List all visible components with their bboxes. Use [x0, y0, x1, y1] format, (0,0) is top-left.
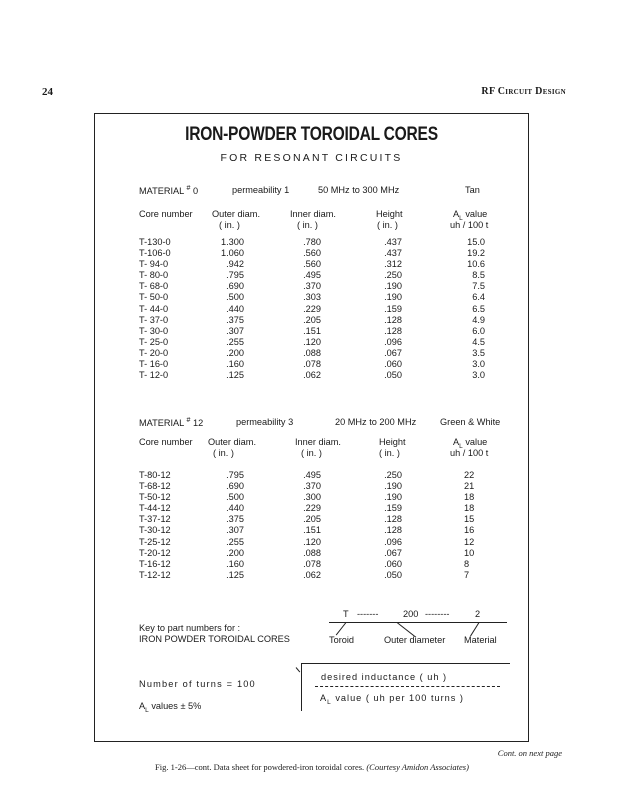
t1-header-core: Core number — [139, 209, 193, 219]
table-cell: .160 — [226, 359, 244, 370]
table-cell: .250 — [384, 270, 402, 281]
material-12-color: Green & White — [440, 417, 501, 427]
table-cell: .159 — [384, 303, 402, 314]
table-cell: 6.5 — [472, 303, 485, 314]
t1-unit-inner: ( in. ) — [297, 220, 318, 230]
key-underline — [329, 622, 507, 623]
table-cell: 6.4 — [472, 292, 485, 303]
data-sheet-frame — [94, 113, 529, 742]
t2-col-height — [375, 470, 402, 581]
table-cell: .795 — [226, 270, 244, 281]
table-cell: 1.300 — [221, 237, 244, 247]
table-cell: .255 — [226, 336, 244, 347]
t2-unit-height: ( in. ) — [379, 448, 400, 458]
table-cell: T- 44-0 — [139, 303, 169, 314]
table-cell: T- 68-0 — [139, 281, 169, 292]
key-code-2: 2 — [475, 609, 481, 619]
table-cell: .067 — [384, 547, 402, 558]
table-cell: T-25-12 — [139, 536, 171, 547]
table-cell: .200 — [226, 547, 244, 558]
table-cell: .495 — [303, 270, 321, 281]
table-cell: 15.0 — [467, 237, 485, 247]
table-cell: T-80-12 — [139, 470, 171, 480]
t2-header-al: $A_L$ value — [453, 437, 488, 450]
material-12-permeability: permeability 3 — [236, 417, 294, 427]
table-cell: T-44-12 — [139, 503, 171, 514]
table-cell: .375 — [226, 314, 244, 325]
t2-header-core: Core number — [139, 437, 193, 447]
formula-numerator: desired inductance ( uh ) — [321, 672, 448, 682]
material-0-color: Tan — [465, 185, 480, 195]
table-cell: .125 — [226, 569, 244, 580]
table-cell: .190 — [384, 281, 402, 292]
table-cell: .160 — [226, 558, 244, 569]
fraction-bar — [315, 686, 500, 687]
table-cell: .078 — [303, 359, 321, 370]
material-0-permeability: permeability 1 — [232, 185, 290, 195]
material-12-frequency: 20 MHz to 200 MHz — [335, 417, 417, 427]
material-0-label: MATERIAL # 0 — [139, 185, 199, 197]
table-cell: .125 — [226, 370, 244, 381]
table-cell: .440 — [226, 503, 244, 514]
sheet-title: IRON-POWDER TOROIDAL CORES — [185, 124, 438, 145]
table-cell: .500 — [226, 492, 244, 503]
table-cell: .128 — [384, 314, 402, 325]
table-cell: .229 — [303, 303, 321, 314]
continued-note: Cont. on next page — [497, 748, 562, 758]
t1-header-height: Height — [376, 209, 403, 219]
page-number: 24 — [42, 86, 53, 98]
table-cell: T-30-12 — [139, 525, 171, 536]
table-cell: .795 — [226, 470, 244, 480]
table-cell: .690 — [226, 281, 244, 292]
t1-col-outer — [213, 237, 244, 381]
key-label-material: Material — [464, 635, 497, 645]
table-cell: .229 — [303, 503, 321, 514]
t2-unit-inner: ( in. ) — [301, 448, 322, 458]
table-cell: T-50-12 — [139, 492, 171, 503]
t2-col-core — [139, 470, 171, 581]
table-cell: .128 — [384, 525, 402, 536]
table-cell: T-130-0 — [139, 237, 171, 247]
radical-bar — [301, 663, 302, 711]
table-cell: .205 — [303, 314, 321, 325]
table-cell: T- 80-0 — [139, 270, 169, 281]
table-cell: 18 — [464, 503, 475, 514]
table-cell: .440 — [226, 303, 244, 314]
table-cell: .190 — [384, 492, 402, 503]
t2-unit-al: uh / 100 t — [450, 448, 489, 458]
table-cell: .303 — [303, 292, 321, 303]
key-code-dash-1: ------- — [357, 609, 379, 619]
table-cell: T-16-12 — [139, 558, 171, 569]
table-cell: T- 94-0 — [139, 259, 169, 270]
table-cell: .437 — [384, 237, 402, 247]
table-cell: .190 — [384, 292, 402, 303]
table-cell: .942 — [226, 259, 244, 270]
key-label-toroid: Toroid — [329, 635, 355, 645]
table-cell: T-12-12 — [139, 569, 171, 580]
table-cell: T- 37-0 — [139, 314, 169, 325]
t2-col-outer — [213, 470, 244, 581]
table-cell: T- 25-0 — [139, 336, 169, 347]
table-cell: 3.0 — [472, 359, 485, 370]
key-label-outer: Outer diameter — [384, 635, 446, 645]
figure-caption: Fig. 1-26—cont. Data sheet for powdered-iron toroidal cores. (Courtesy Amidon Associates) — [155, 762, 469, 772]
table-cell: 8 — [464, 558, 470, 569]
table-cell: 22 — [464, 470, 475, 480]
table-cell: .200 — [226, 347, 244, 358]
table-cell: 10 — [464, 547, 475, 558]
key-line-2: IRON POWDER TOROIDAL CORES — [139, 634, 290, 644]
table-cell: .560 — [303, 248, 321, 259]
table-cell: .088 — [303, 547, 321, 558]
table-cell: .060 — [384, 558, 402, 569]
material-0-frequency: 50 MHz to 300 MHz — [318, 185, 400, 195]
table-cell: 3.5 — [472, 347, 485, 358]
table-cell: 3.0 — [472, 370, 485, 381]
table-cell: 1.060 — [221, 248, 244, 259]
sheet-subtitle: FOR RESONANT CIRCUITS — [220, 152, 403, 164]
table-cell: .300 — [303, 492, 321, 503]
t2-header-inner: Inner diam. — [295, 437, 341, 447]
t2-col-inner — [292, 470, 321, 581]
table-cell: .307 — [226, 525, 244, 536]
table-cell: T- 30-0 — [139, 325, 169, 336]
table-cell: .078 — [303, 558, 321, 569]
t1-unit-al: uh / 100 t — [450, 220, 489, 230]
table-cell: .205 — [303, 514, 321, 525]
table-cell: T- 12-0 — [139, 370, 169, 381]
table-cell: 6.0 — [472, 325, 485, 336]
al-tolerance-note: $A_L$ values ± 5% — [139, 701, 202, 714]
table-cell: 16 — [464, 525, 475, 536]
t2-col-al — [464, 470, 474, 581]
table-cell: .780 — [303, 237, 321, 247]
t1-col-inner — [292, 237, 321, 381]
formula-denominator: $A_L$ value ( uh per 100 turns ) — [320, 693, 464, 706]
table-cell: .255 — [226, 536, 244, 547]
t1-col-al — [461, 237, 485, 381]
key-pointer-toroid — [336, 622, 347, 635]
table-cell: .062 — [303, 569, 321, 580]
t2-unit-outer: ( in. ) — [213, 448, 234, 458]
table-cell: .120 — [303, 336, 321, 347]
table-cell: 8.5 — [472, 270, 485, 281]
table-cell: .690 — [226, 481, 244, 492]
table-cell: .062 — [303, 370, 321, 381]
table-cell: .312 — [384, 259, 402, 270]
table-cell: .120 — [303, 536, 321, 547]
table-cell: T- 50-0 — [139, 292, 169, 303]
table-cell: .151 — [303, 525, 321, 536]
key-code-200: 200 — [403, 609, 419, 619]
key-code-t: T — [343, 609, 349, 619]
table-cell: T-20-12 — [139, 547, 171, 558]
table-cell: 21 — [464, 481, 475, 492]
t1-unit-height: ( in. ) — [377, 220, 398, 230]
table-cell: T- 20-0 — [139, 347, 169, 358]
t1-unit-outer: ( in. ) — [219, 220, 240, 230]
table-cell: .050 — [384, 569, 402, 580]
table-cell: .375 — [226, 514, 244, 525]
key-line-1: Key to part numbers for : — [139, 623, 241, 633]
radical-top — [301, 663, 510, 664]
table-cell: 18 — [464, 492, 475, 503]
material-12-label: MATERIAL # 12 — [139, 417, 204, 429]
table-cell: .159 — [384, 503, 402, 514]
t1-header-inner: Inner diam. — [290, 209, 336, 219]
table-cell: .437 — [384, 248, 402, 259]
table-cell: T- 16-0 — [139, 359, 169, 370]
table-cell: .088 — [303, 347, 321, 358]
key-code-dash-2: -------- — [425, 609, 450, 619]
table-cell: T-37-12 — [139, 514, 171, 525]
table-cell: 4.5 — [472, 336, 485, 347]
table-cell: .560 — [303, 259, 321, 270]
table-cell: T-68-12 — [139, 481, 171, 492]
radical-tick — [296, 667, 301, 672]
t1-col-height — [375, 237, 402, 381]
running-head: RF Circuit Design — [481, 86, 566, 97]
table-cell: .060 — [384, 359, 402, 370]
formula-lhs: Number of turns = 100 — [139, 679, 256, 689]
table-cell: .128 — [384, 325, 402, 336]
t1-header-al: $A_L$ value — [453, 209, 488, 222]
t2-header-outer: Outer diam. — [208, 437, 256, 447]
table-cell: .495 — [303, 470, 321, 480]
table-cell: 10.6 — [467, 259, 485, 270]
t1-header-outer: Outer diam. — [212, 209, 260, 219]
table-cell: .151 — [303, 325, 321, 336]
table-cell: .050 — [384, 370, 402, 381]
table-cell: 12 — [464, 536, 475, 547]
table-cell: 7.5 — [472, 281, 485, 292]
t2-header-height: Height — [379, 437, 406, 447]
table-cell: .067 — [384, 347, 402, 358]
table-cell: .307 — [226, 325, 244, 336]
table-cell: .250 — [384, 470, 402, 480]
table-cell: 19.2 — [467, 248, 485, 259]
table-cell: .190 — [384, 481, 402, 492]
table-cell: 15 — [464, 514, 475, 525]
table-cell: T-106-0 — [139, 248, 171, 259]
table-cell: .128 — [384, 514, 402, 525]
table-cell: .096 — [384, 536, 402, 547]
table-cell: .370 — [303, 481, 321, 492]
table-cell: .370 — [303, 281, 321, 292]
table-cell: 7 — [464, 569, 470, 580]
t1-col-core — [139, 237, 171, 381]
table-cell: .500 — [226, 292, 244, 303]
table-cell: 4.9 — [472, 314, 485, 325]
table-cell: .096 — [384, 336, 402, 347]
